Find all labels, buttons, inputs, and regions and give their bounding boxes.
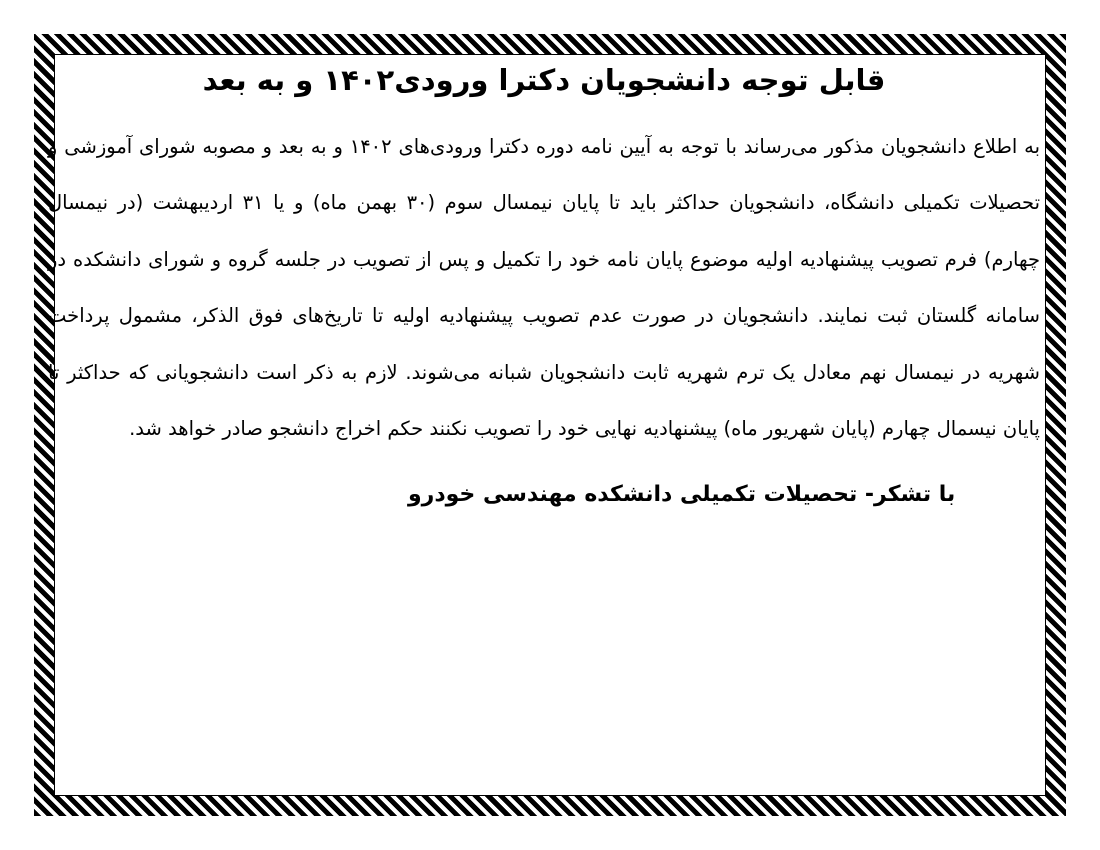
notice-title: قابل توجه دانشجویان دکترا ورودی۱۴۰۲ و به بعد [202, 63, 886, 97]
notice-content [48, 60, 1040, 507]
notice-signature: با تشکر- تحصیلات تکمیلی دانشکده مهندسی خودرو [408, 481, 956, 507]
notice-body: به اطلاع دانشجویان مذکور می‌رساند با توجه به آیین نامه دوره دکترا ورودی‌های ۱۴۰۲ و به بعد و مصوبه شورای آموزشی و تحصیلات تکمیلی دانشگاه، دانشجویان حداکثر باید تا پایان نیمسال سوم (۳۰ بهمن ماه) و یا ۳۱ اردیبهشت (در نیمسال چهارم) فرم تصویب پیشنهادیه اولیه موضوع پایان نامه خود را تکمیل و پس از تصویب در جلسه گروه و شورای دانشکده در سامانه گلستان ثبت نمایند. دانشجویان در صورت عدم تصویب پیشنهادیه اولیه تا تاریخ‌های فوق الذکر، مشمول پرداخت شهریه در نیمسال نهم معادل یک ترم شهریه ثابت دانشجویان شبانه می‌شوند. لازم به ذکر است دانشجویانی که حداکثر تا پایان نیسمال چهارم (پایان شهریور ماه) پیشنهادیه نهایی خود را تصویب نکنند حکم اخراج دانشجو صادر خواهد شد. [48, 134, 1040, 441]
